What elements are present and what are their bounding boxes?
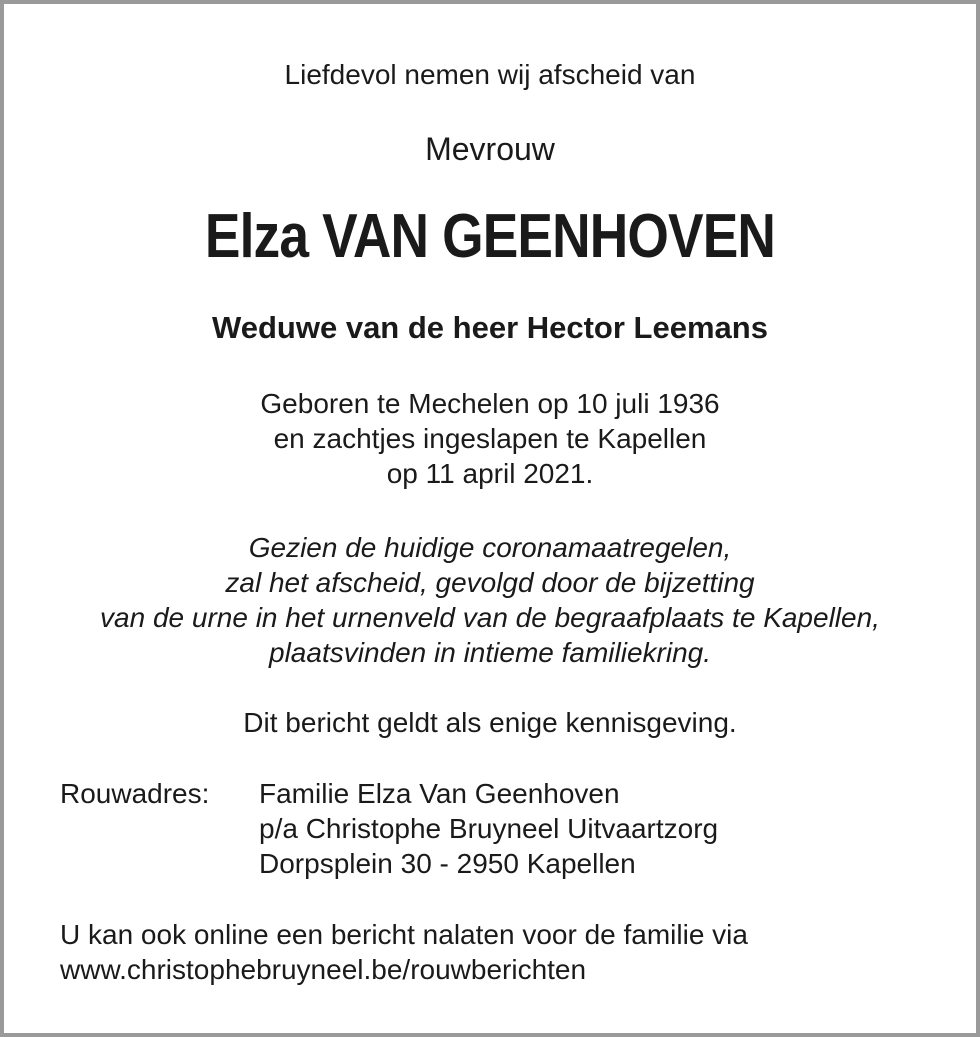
online-url: www.christophebruyneel.be/rouwberichten [60, 954, 587, 985]
widow-subtitle: Weduwe van de heer Hector Leemans [212, 310, 768, 345]
address-label: Rouwadres: [60, 778, 210, 809]
notification-note: Dit bericht geldt als enige kennisgeving. [243, 707, 737, 738]
corona-line: zal het afscheid, gevolgd door de bijzetting [225, 567, 755, 598]
address-line: Familie Elza Van Geenhoven [259, 778, 620, 809]
honorific-title: Mevrouw [425, 131, 555, 167]
birth-line: op 11 april 2021. [386, 458, 594, 489]
address-line: Dorpsplein 30 - 2950 Kapellen [259, 848, 636, 879]
intro-text: Liefdevol nemen wij afscheid van [284, 59, 696, 90]
corona-line: plaatsvinden in intieme familiekring. [269, 637, 711, 668]
online-message-text: U kan ook online een bericht nalaten voor de familie via [60, 919, 748, 950]
corona-line: Gezien de huidige coronamaatregelen, [248, 532, 732, 563]
address-line: p/a Christophe Bruyneel Uitvaartzorg [259, 813, 719, 844]
corona-line: van de urne in het urnenveld van de begraafplaats te Kapellen, [100, 602, 880, 633]
birth-line: en zachtjes ingeslapen te Kapellen [273, 423, 707, 454]
birth-line: Geboren te Mechelen op 10 juli 1936 [260, 388, 720, 419]
deceased-name: Elza VAN GEENHOVEN [204, 202, 776, 271]
